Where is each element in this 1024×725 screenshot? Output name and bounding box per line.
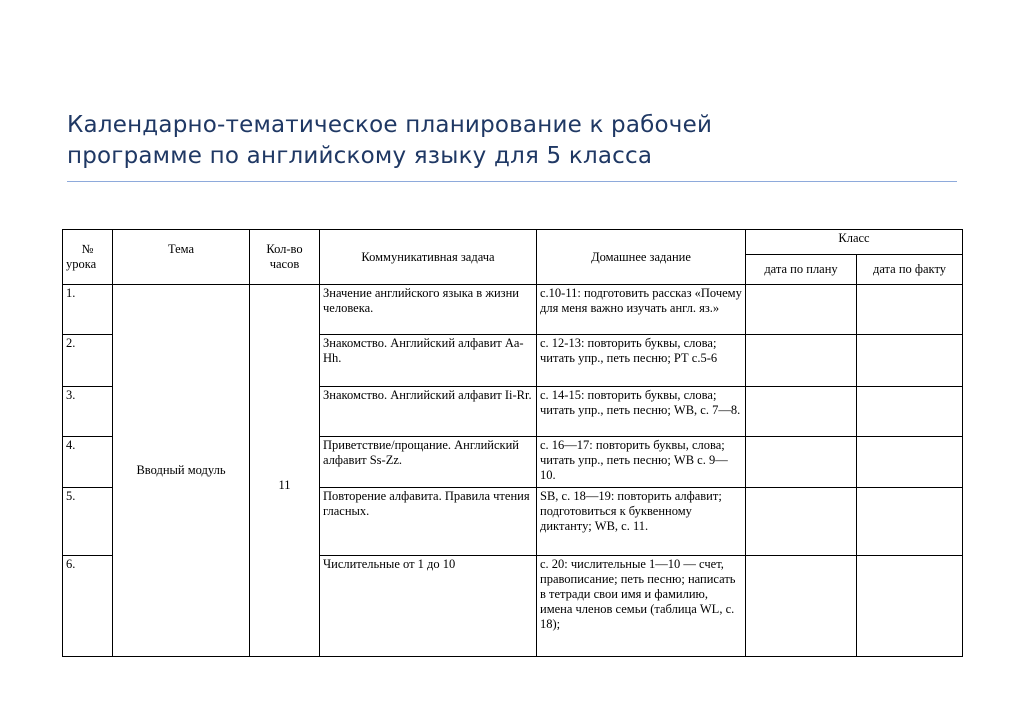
module-topic: Вводный модуль <box>113 285 250 657</box>
lesson-number: 4. <box>63 437 113 488</box>
header-task: Коммуникативная задача <box>320 230 537 285</box>
header-date-fact: дата по факту <box>857 255 963 285</box>
date-plan-cell[interactable] <box>746 387 857 437</box>
header-hours-line2: часов <box>269 257 300 271</box>
header-date-plan: дата по плану <box>746 255 857 285</box>
date-plan-cell[interactable] <box>746 488 857 556</box>
lesson-number: 3. <box>63 387 113 437</box>
header-number-line1: № <box>81 242 94 256</box>
module-hours: 11 <box>250 285 320 657</box>
date-plan-cell[interactable] <box>746 335 857 387</box>
header-number <box>63 230 113 285</box>
lesson-number: 5. <box>63 488 113 556</box>
lesson-task: Значение английского языка в жизни человека. <box>320 285 537 335</box>
header-hours <box>250 230 320 285</box>
lesson-homework: с. 12-13: повторить буквы, слова; читать упр., петь песню; РТ с.5-6 <box>537 335 746 387</box>
lesson-number: 6. <box>63 556 113 657</box>
date-fact-cell[interactable] <box>857 285 963 335</box>
lesson-task: Повторение алфавита. Правила чтения гласных. <box>320 488 537 556</box>
date-plan-cell[interactable] <box>746 437 857 488</box>
date-fact-cell[interactable] <box>857 488 963 556</box>
lesson-homework: с. 20: числительные 1—10 — счет, правописание; петь песню; написать в тетради свои имя и фамилию, имена членов семьи (таблица WL, с. 18); <box>537 556 746 657</box>
document-title <box>67 110 967 172</box>
header-class: Класс <box>746 230 963 255</box>
lesson-homework: с. 14-15: повторить буквы, слова; читать упр., петь песню; WB, с. 7—8. <box>537 387 746 437</box>
header-number-line2: урока <box>66 257 97 271</box>
lesson-task: Приветствие/прощание. Английский алфавит Ss-Zz. <box>320 437 537 488</box>
date-plan-cell[interactable] <box>746 285 857 335</box>
lesson-task: Числительные от 1 до 10 <box>320 556 537 657</box>
date-plan-cell[interactable] <box>746 556 857 657</box>
lesson-task: Знакомство. Английский алфавит Ii-Rr. <box>320 387 537 437</box>
title-line-1: Календарно-тематическое планирование к рабочей <box>67 112 713 138</box>
date-fact-cell[interactable] <box>857 387 963 437</box>
title-underline <box>67 181 957 182</box>
title-line-2: программе по английскому языку для 5 класса <box>67 143 653 169</box>
header-homework: Домашнее задание <box>537 230 746 285</box>
lesson-task: Знакомство. Английский алфавит Aa-Hh. <box>320 335 537 387</box>
planning-table <box>62 229 963 657</box>
lesson-homework: с. 16—17: повторить буквы, слова; читать упр., петь песню; WB с. 9—10. <box>537 437 746 488</box>
lesson-homework: с.10-11: подготовить рассказ «Почему для меня важно изучать англ. яз.» <box>537 285 746 335</box>
header-hours-line1: Кол-во <box>266 242 303 256</box>
header-topic: Тема <box>113 230 250 285</box>
date-fact-cell[interactable] <box>857 335 963 387</box>
date-fact-cell[interactable] <box>857 556 963 657</box>
lesson-number: 1. <box>63 285 113 335</box>
lesson-homework: SB, с. 18—19: повторить алфавит; подготовиться к буквенному диктанту; WB, с. 11. <box>537 488 746 556</box>
date-fact-cell[interactable] <box>857 437 963 488</box>
lesson-number: 2. <box>63 335 113 387</box>
